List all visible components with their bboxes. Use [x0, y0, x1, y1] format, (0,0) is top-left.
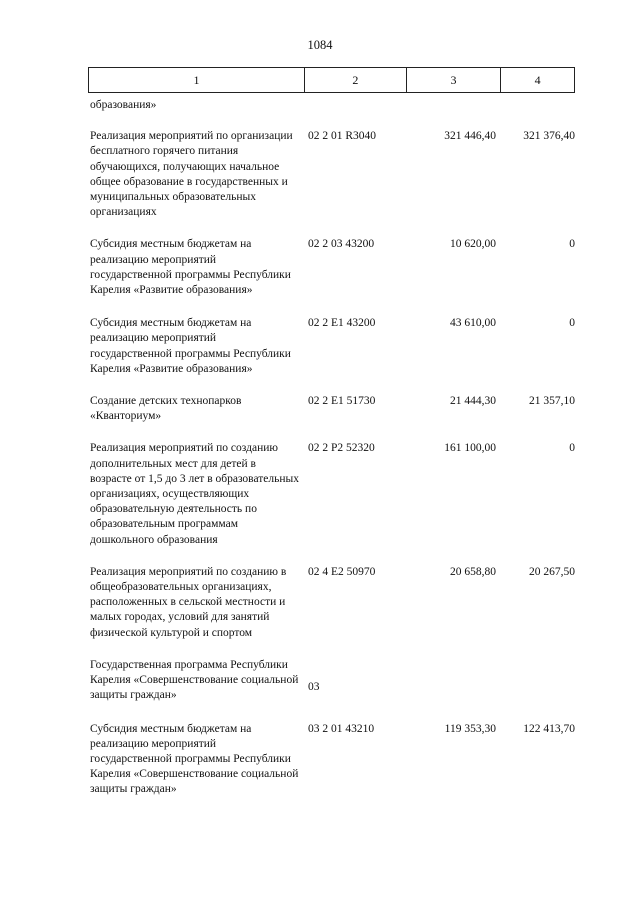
table-row [90, 237, 575, 298]
row-name: Создание детских технопарков «Кванториум» [90, 395, 242, 423]
table-header [88, 67, 575, 93]
row-code: 02 2 E1 43200 [308, 317, 376, 330]
row-value-2023: 10 620,00 [450, 238, 496, 251]
page-number: 1084 [307, 38, 333, 52]
table-row [90, 441, 575, 547]
column-header-3: 3 [407, 68, 502, 92]
row-name: образования» [90, 99, 157, 111]
row-name: Субсидия местным бюджетам на реализацию мероприятий государственной программы Республики Карелия «Развитие образования» [90, 317, 291, 375]
row-code [304, 98, 404, 113]
table-row [90, 722, 575, 798]
row-name: Реализация мероприятий по организации бесплатного горячего питания обучающихся, получающих начальное общее образование в государственных и муниципальных образовательных организациях [90, 130, 293, 219]
row-name: Субсидия местным бюджетам на реализацию мероприятий государственной программы Республики Карелия «Развитие образования» [90, 238, 291, 297]
row-value-2024: 0 [569, 442, 575, 455]
table-row [90, 565, 575, 641]
row-code: 02 2 E1 51730 [308, 395, 376, 408]
row-value-2024: 20 267,50 [529, 565, 575, 578]
row-value-2024: 21 357,10 [529, 395, 575, 408]
row-value-2024 [496, 98, 575, 113]
row-name: Государственная программа Республики Карелия «Совершенствование социальной защиты граждан» [90, 658, 299, 702]
row-code: 03 2 01 43210 [308, 722, 375, 735]
row-value-2023: 119 353,30 [444, 722, 496, 735]
row-value-2023: 321 446,40 [444, 130, 496, 143]
row-value-2023: 21 444,30 [450, 395, 496, 408]
column-header-1: 1 [89, 68, 305, 92]
row-code: 02 2 03 43200 [308, 238, 375, 251]
row-name: Реализация мероприятий по созданию дополнительных мест для детей в возрасте от 1,5 до 3 лет в образовательных организациях, осуществляющих образовательную деятельность по образовательным программам дошкольного образования [90, 442, 300, 546]
column-header-4: 4 [534, 72, 541, 87]
row-name: Субсидия местным бюджетам на реализацию мероприятий государственной программы Республики Карелия «Совершенствование социальной защиты граждан» [90, 722, 299, 796]
row-value-2023 [404, 98, 496, 113]
row-value-2024: 0 [569, 238, 575, 251]
table-row [90, 658, 575, 704]
table-row [90, 98, 575, 113]
row-value-2023 [404, 658, 496, 704]
column-header-2: 2 [305, 68, 407, 92]
row-value-2023: 43 610,00 [450, 317, 496, 330]
row-code: 02 2 P2 52320 [308, 442, 375, 455]
table-row [90, 316, 575, 377]
table-row [90, 129, 575, 220]
row-value-2023: 20 658,80 [450, 565, 496, 578]
row-value-2024 [496, 658, 575, 704]
row-name: Реализация мероприятий по созданию в общеобразовательных организациях, расположенных в сельской местности и малых городах, условий для занятий физической культурой и спортом [90, 565, 287, 639]
row-value-2024: 122 413,70 [523, 722, 575, 735]
row-code: 03 [308, 680, 320, 693]
table-row [90, 394, 575, 424]
table-body [90, 98, 575, 798]
row-code: 02 2 01 R3040 [308, 130, 377, 143]
row-value-2024: 0 [569, 317, 575, 330]
row-code: 02 4 E2 50970 [308, 565, 376, 578]
row-value-2023: 161 100,00 [444, 442, 496, 455]
row-value-2024: 321 376,40 [523, 130, 575, 143]
